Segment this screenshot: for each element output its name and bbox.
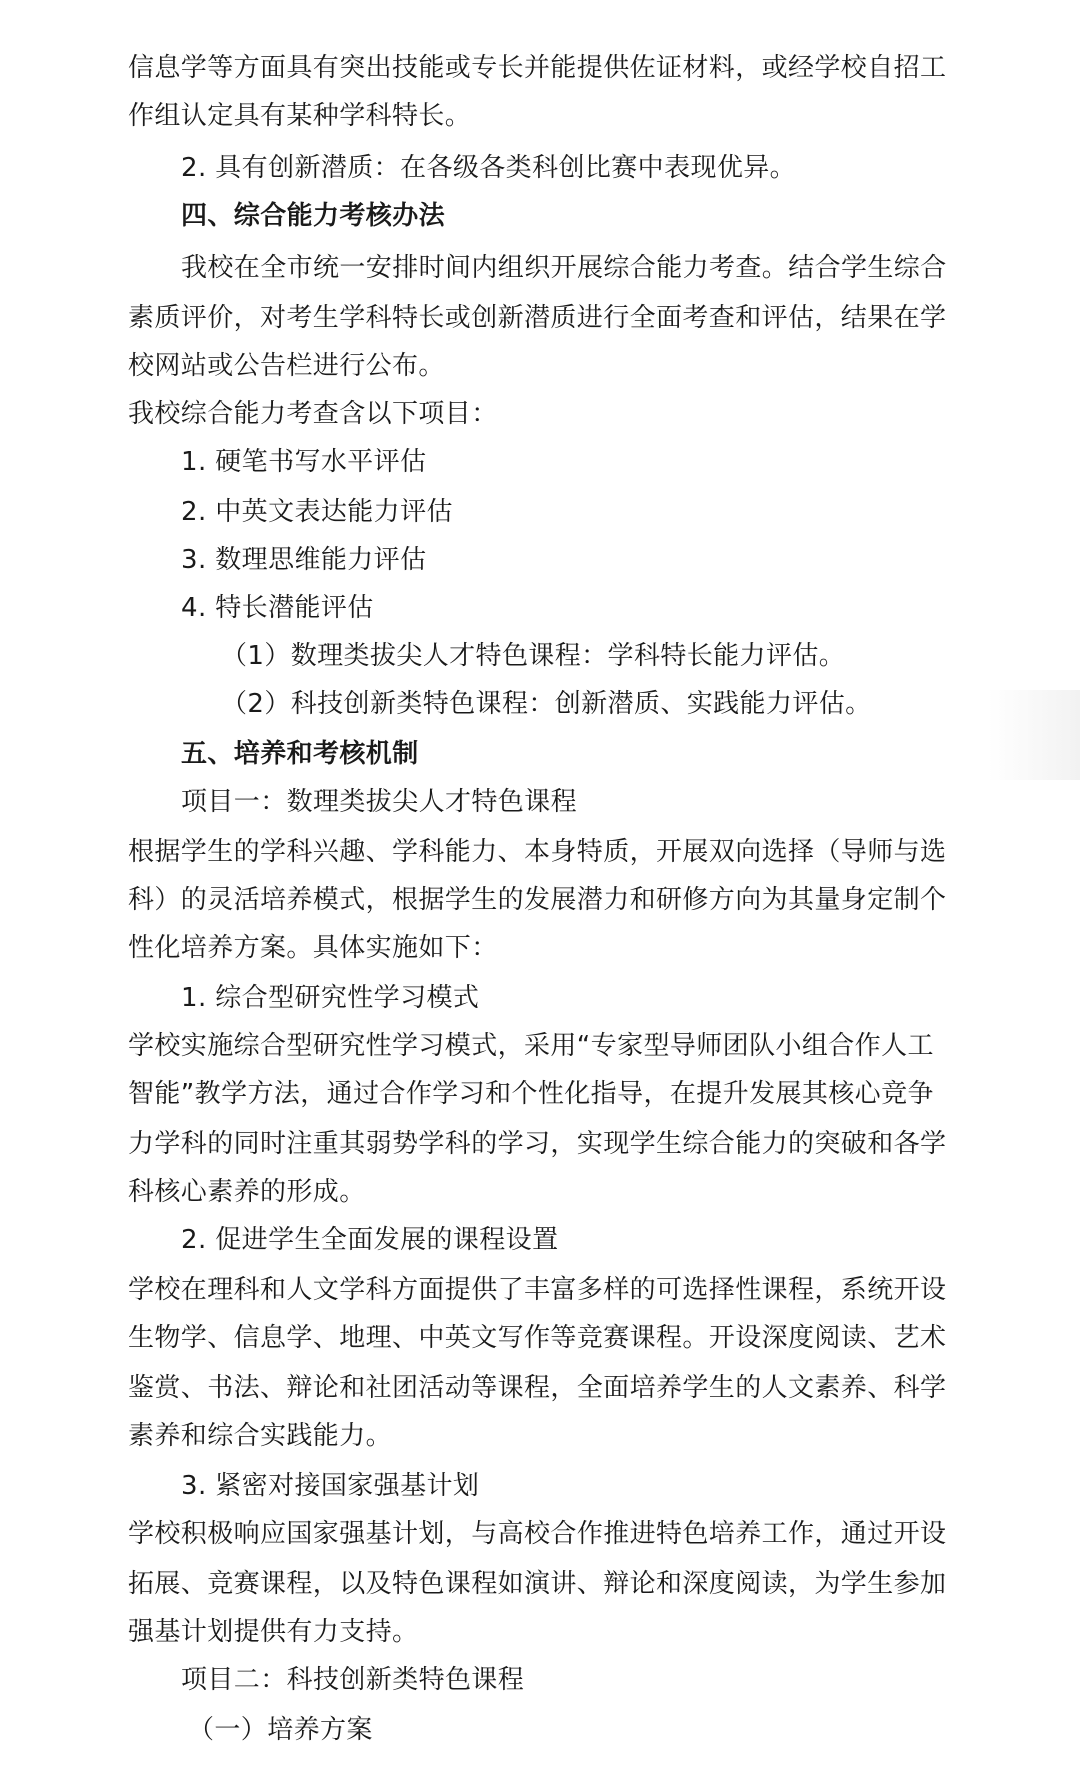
text-line: 1. 硬笔书写水平评估: [181, 447, 427, 477]
text-line: 学校在理科和人文学科方面提供了丰富多样的可选择性课程，系统开设: [128, 1275, 947, 1305]
scan-shadow: [988, 690, 1080, 780]
text-line: 作组认定具有某种学科特长。: [128, 101, 472, 131]
text-line: 鉴赏、书法、辩论和社团活动等课程，全面培养学生的人文素养、科学: [128, 1373, 947, 1403]
text-line: 强基计划提供有力支持。: [128, 1617, 419, 1647]
section-heading: 四、综合能力考核办法: [181, 201, 446, 231]
text-line: 拓展、竞赛课程，以及特色课程如演讲、辩论和深度阅读，为学生参加: [128, 1569, 947, 1599]
text-line: 校网站或公告栏进行公布。: [128, 351, 445, 381]
text-line: 项目一：数理类拔尖人才特色课程: [181, 787, 578, 817]
text-line: 素质评价，对考生学科特长或创新潜质进行全面考查和评估，结果在学: [128, 303, 947, 333]
text-line: 性化培养方案。具体实施如下：: [128, 933, 498, 963]
text-line: 力学科的同时注重其弱势学科的学习，实现学生综合能力的突破和各学: [128, 1129, 947, 1159]
text-line: 科）的灵活培养模式，根据学生的发展潜力和研修方向为其量身定制个: [128, 885, 947, 915]
text-line: 科核心素养的形成。: [128, 1177, 366, 1207]
text-line: 素养和综合实践能力。: [128, 1421, 393, 1451]
text-line: 3. 紧密对接国家强基计划: [181, 1471, 480, 1501]
text-line: （2）科技创新类特色课程：创新潜质、实践能力评估。: [221, 689, 872, 719]
text-line: 项目二：科技创新类特色课程: [181, 1665, 525, 1695]
text-line: 智能”教学方法，通过合作学习和个性化指导，在提升发展其核心竞争: [128, 1079, 934, 1109]
text-line: 根据学生的学科兴趣、学科能力、本身特质，开展双向选择（导师与选: [128, 837, 947, 867]
text-line: 我校综合能力考查含以下项目：: [128, 399, 498, 429]
text-line: 学校实施综合型研究性学习模式，采用“专家型导师团队小组合作人工: [128, 1031, 934, 1061]
text-line: 3. 数理思维能力评估: [181, 545, 427, 575]
text-line: 生物学、信息学、地理、中英文写作等竞赛课程。开设深度阅读、艺术: [128, 1323, 947, 1353]
text-line: 学校积极响应国家强基计划，与高校合作推进特色培养工作，通过开设: [128, 1519, 947, 1549]
text-line: 4. 特长潜能评估: [181, 593, 374, 623]
text-line: 信息学等方面具有突出技能或专长并能提供佐证材料，或经学校自招工: [128, 53, 947, 83]
text-line: 我校在全市统一安排时间内组织开展综合能力考查。结合学生综合: [181, 253, 947, 283]
text-line: 2. 中英文表达能力评估: [181, 497, 453, 527]
section-heading: 五、培养和考核机制: [181, 739, 419, 769]
text-line: 1. 综合型研究性学习模式: [181, 983, 480, 1013]
text-line: （1）数理类拔尖人才特色课程：学科特长能力评估。: [221, 641, 846, 671]
text-line: （一）培养方案: [188, 1715, 373, 1745]
text-line: 2. 促进学生全面发展的课程设置: [181, 1225, 559, 1255]
text-line: 2. 具有创新潜质：在各级各类科创比赛中表现优异。: [181, 153, 797, 183]
